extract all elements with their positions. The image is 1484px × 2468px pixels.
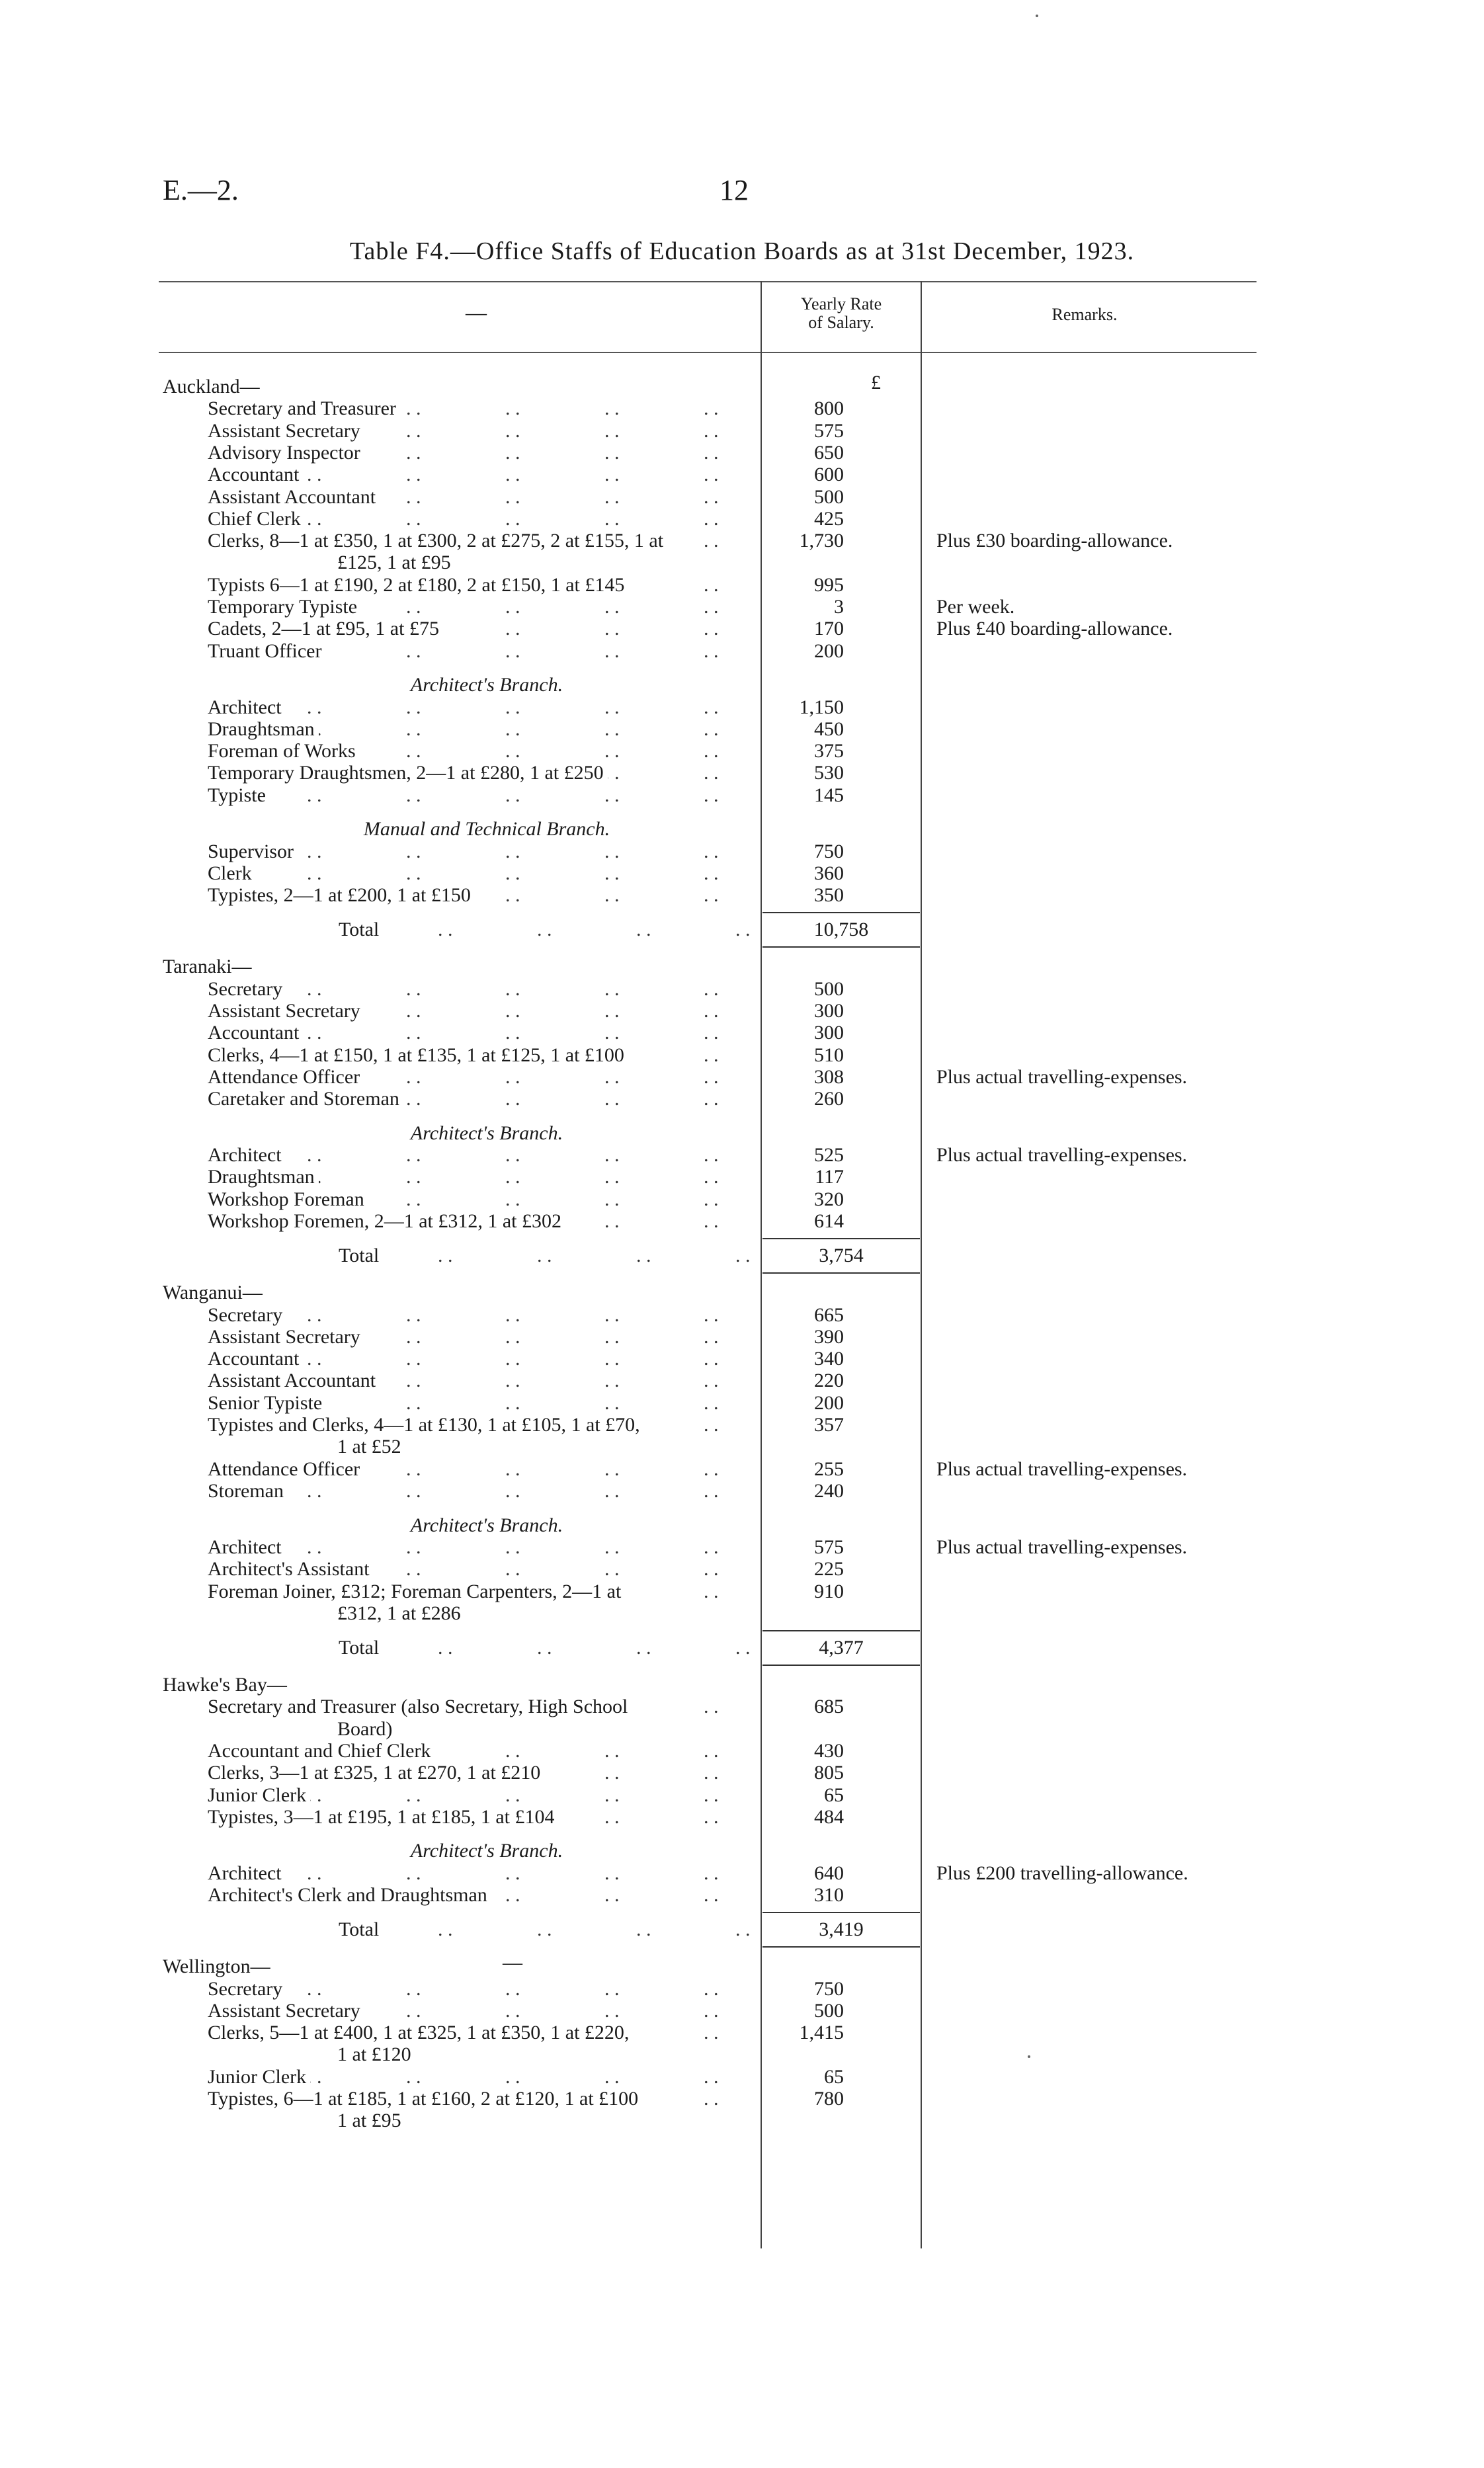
salary-value: 995: [814, 573, 844, 596]
total-row: [339, 1245, 753, 1266]
column-divider-left: [761, 281, 762, 2248]
table-row: [208, 574, 753, 596]
row-label: Foreman of Works: [208, 740, 360, 762]
row-label: Accountant: [208, 1022, 303, 1044]
row-label: Clerks, 4—1 at £150, 1 at £135, 1 at £125, 1 at £100: [208, 1044, 628, 1066]
row-label: Secretary: [208, 978, 286, 1000]
table-row: [208, 486, 753, 508]
salary-value: 1,150: [799, 696, 844, 718]
salary-value: 360: [814, 862, 844, 884]
table-row: [208, 978, 753, 1000]
salary-value: 1,415: [799, 2022, 844, 2044]
table-row: [208, 464, 753, 485]
table-title: Table F4.—Office Staffs of Education Boards as at 31st December, 1923.: [349, 237, 1135, 265]
row-label: Chief Clerk: [208, 508, 305, 530]
row-label: Secretary: [208, 1978, 286, 2000]
total-label: Total: [339, 1918, 383, 1940]
remark-text: Plus actual travelling-expenses.: [936, 1144, 1188, 1167]
salary-value: 240: [814, 1479, 844, 1502]
salary-value: 500: [814, 1999, 844, 2022]
table-row: [208, 696, 753, 718]
table-row: [208, 884, 753, 906]
salary-value: 340: [814, 1348, 844, 1370]
row-label: Temporary Draughtsmen, 2—1 at £280, 1 at £250: [208, 762, 608, 784]
table-row: [208, 1022, 753, 1044]
table-row: [208, 784, 753, 806]
salary-value: 510: [814, 1044, 844, 1066]
column-header-salary-line2: of Salary.: [808, 313, 874, 332]
table-row: [208, 841, 753, 862]
row-label: Advisory Inspector: [208, 442, 364, 464]
column-header-salary-line1: Yearly Rate: [800, 294, 882, 313]
row-label-continuation: 1 at £52: [337, 1436, 401, 1458]
row-label: Typiste: [208, 784, 270, 806]
salary-value: 800: [814, 397, 844, 420]
row-label: Typistes, 2—1 at £200, 1 at £150: [208, 884, 475, 906]
table-row: [208, 2022, 753, 2043]
table-row: [208, 1088, 753, 1110]
salary-value: 450: [814, 718, 844, 740]
table-row: [208, 1304, 753, 1326]
row-label: Temporary Typiste: [208, 596, 361, 618]
table-row: [208, 1480, 753, 1502]
row-label: Typistes, 3—1 at £195, 1 at £185, 1 at £104: [208, 1806, 559, 1828]
row-label: Assistant Secretary: [208, 1000, 364, 1022]
row-label: Attendance Officer: [208, 1458, 364, 1480]
salary-value: 430: [814, 1739, 844, 1762]
salary-value: 390: [814, 1325, 844, 1348]
table-row: [208, 1581, 753, 1602]
salary-value: 484: [814, 1805, 844, 1828]
board-name: Wanganui—: [163, 1282, 263, 1304]
salary-value: 260: [814, 1088, 844, 1110]
dot-leader: [339, 1637, 753, 1659]
salary-value: 170: [814, 618, 844, 640]
salary-value: 500: [814, 485, 844, 508]
row-label-continuation: 1 at £120: [337, 2043, 411, 2066]
salary-value: 300: [814, 1000, 844, 1022]
salary-value: 310: [814, 1884, 844, 1907]
row-label: Typistes, 6—1 at £185, 1 at £160, 2 at £120, 1 at £100: [208, 2088, 642, 2110]
table-row: [208, 1188, 753, 1210]
table-row: [208, 2066, 753, 2088]
row-label-continuation: £125, 1 at £95: [337, 552, 451, 574]
table-row: [208, 1348, 753, 1370]
table-row: [208, 508, 753, 530]
table-row: [208, 1370, 753, 1391]
salary-value: 3: [834, 596, 844, 618]
salary-value: 425: [814, 507, 844, 530]
table-row: [208, 596, 753, 618]
branch-heading: Architect's Branch.: [410, 674, 563, 696]
salary-value: 640: [814, 1862, 844, 1884]
salary-value: 200: [814, 1391, 844, 1414]
row-label-continuation: 1 at £95: [337, 2110, 401, 2132]
table-row: [208, 2000, 753, 2022]
salary-value: 805: [814, 1762, 844, 1784]
salary-value: 225: [814, 1558, 844, 1581]
table-row: [208, 1044, 753, 1066]
dot-leader: [208, 978, 753, 1000]
salary-value: 357: [814, 1414, 844, 1436]
table-row: [208, 740, 753, 762]
row-label: Architect's Clerk and Draughtsman: [208, 1884, 491, 1906]
dot-leader: [208, 784, 753, 806]
dot-leader: [339, 1245, 753, 1266]
table-row: [208, 1414, 753, 1436]
row-label: Senior Typiste: [208, 1392, 326, 1414]
table-row: [208, 1978, 753, 2000]
board-dash: —: [503, 1952, 522, 1974]
salary-value: 220: [814, 1370, 844, 1392]
column-header-remarks: Remarks.: [1051, 305, 1118, 324]
dot-leader: [208, 1862, 753, 1884]
table-row: [208, 1066, 753, 1088]
dot-leader: [208, 1144, 753, 1166]
table-row: [208, 640, 753, 662]
table-row: [208, 1762, 753, 1784]
total-value: 3,754: [763, 1238, 920, 1274]
table-row: [208, 862, 753, 884]
salary-value: 200: [814, 639, 844, 662]
table-top-rule: [159, 281, 1257, 282]
row-label: Assistant Accountant: [208, 1370, 380, 1391]
table-row: [208, 1326, 753, 1348]
row-label: Clerks, 8—1 at £350, 1 at £300, 2 at £275, 2 at £155, 1 at: [208, 530, 667, 552]
row-label: Accountant: [208, 464, 303, 485]
table-row: [208, 397, 753, 419]
row-label: Clerks, 5—1 at £400, 1 at £325, 1 at £350, 1 at £220,: [208, 2022, 633, 2043]
salary-value: 525: [814, 1144, 844, 1167]
salary-value: 1,730: [799, 530, 844, 552]
salary-value: 320: [814, 1188, 844, 1210]
total-value: 4,377: [763, 1630, 920, 1666]
row-label: Cadets, 2—1 at £95, 1 at £75: [208, 618, 443, 639]
row-label: Draughtsman: [208, 718, 319, 740]
row-label: Accountant: [208, 1348, 303, 1370]
total-row: [339, 1637, 753, 1659]
table-row: [208, 1458, 753, 1480]
total-row: [339, 919, 753, 940]
row-label: Architect: [208, 1536, 286, 1558]
row-label: Secretary and Treasurer (also Secretary, High School: [208, 1696, 632, 1717]
table-row: [208, 1536, 753, 1558]
table-row: [208, 2088, 753, 2110]
document-code: E.—2.: [163, 174, 239, 206]
total-label: Total: [339, 1637, 383, 1659]
table-row: [208, 1862, 753, 1884]
total-value: 10,758: [763, 912, 920, 948]
table-header-rule: [159, 352, 1257, 353]
row-label: Workshop Foremen, 2—1 at £312, 1 at £302: [208, 1210, 565, 1232]
remark-text: Plus £30 boarding-allowance.: [936, 530, 1173, 552]
table-row: [208, 618, 753, 639]
salary-value: 614: [814, 1210, 844, 1233]
board-name: Taranaki—: [163, 956, 252, 978]
salary-value: 375: [814, 740, 844, 762]
row-label: Foreman Joiner, £312; Foreman Carpenters, 2—1 at: [208, 1581, 625, 1602]
dot-leader: [339, 919, 753, 940]
table-row: [208, 442, 753, 464]
board-name: Wellington—: [163, 1955, 270, 1978]
salary-value: 65: [824, 1784, 844, 1806]
total-value: 3,419: [763, 1912, 920, 1948]
remark-text: Plus actual travelling-expenses.: [936, 1065, 1188, 1088]
salary-value: 300: [814, 1022, 844, 1044]
column-header-description: —: [466, 300, 487, 324]
dot-leader: [208, 696, 753, 718]
salary-value: 65: [824, 2065, 844, 2088]
table-row: [208, 1806, 753, 1828]
total-label: Total: [339, 919, 383, 940]
row-label: Architect's Assistant: [208, 1558, 374, 1580]
row-label: Attendance Officer: [208, 1066, 364, 1088]
row-label-continuation: £312, 1 at £286: [337, 1602, 461, 1624]
currency-symbol: £: [871, 372, 881, 393]
column-divider-right: [921, 281, 922, 2248]
dot-leader: [208, 1304, 753, 1326]
row-label: Caretaker and Storeman: [208, 1088, 403, 1110]
board-name: Hawke's Bay—: [163, 1674, 287, 1696]
table-row: [208, 1696, 753, 1717]
remark-text: Plus actual travelling-expenses.: [936, 1458, 1188, 1480]
salary-value: 308: [814, 1065, 844, 1088]
salary-value: 255: [814, 1458, 844, 1480]
table-row: [208, 1166, 753, 1188]
page-speck: [1036, 15, 1038, 17]
salary-value: 910: [814, 1580, 844, 1602]
table-row: [208, 1558, 753, 1580]
board-name: Auckland—: [163, 376, 260, 397]
salary-value: 780: [814, 2088, 844, 2110]
remark-text: Plus £200 travelling-allowance.: [936, 1862, 1188, 1884]
salary-value: 750: [814, 840, 844, 862]
row-label: Assistant Secretary: [208, 1326, 364, 1348]
branch-heading: Architect's Branch.: [410, 1122, 563, 1144]
remark-text: Plus £40 boarding-allowance.: [936, 618, 1173, 640]
dot-leader: [208, 1480, 753, 1502]
salary-value: 575: [814, 419, 844, 442]
salary-value: 750: [814, 1977, 844, 2000]
row-label: Assistant Secretary: [208, 2000, 364, 2022]
row-label: Junior Clerk: [208, 2066, 310, 2088]
page-speck: [1028, 2055, 1030, 2058]
row-label: Draughtsman: [208, 1166, 319, 1188]
column-header-salary: [762, 295, 921, 332]
row-label: Clerks, 3—1 at £325, 1 at £270, 1 at £210: [208, 1762, 544, 1784]
row-label: Assistant Accountant: [208, 486, 380, 508]
row-label: Typistes and Clerks, 4—1 at £130, 1 at £105, 1 at £70,: [208, 1414, 644, 1436]
row-label: Secretary: [208, 1304, 286, 1326]
salary-value: 117: [815, 1166, 844, 1188]
table-row: [208, 420, 753, 442]
table-row: [208, 1000, 753, 1022]
row-label: Architect: [208, 696, 286, 718]
salary-value: 145: [814, 784, 844, 806]
table-row: [208, 1210, 753, 1232]
table-row: [208, 762, 753, 784]
salary-value: 685: [814, 1696, 844, 1718]
salary-value: 575: [814, 1536, 844, 1558]
table-row: [208, 1144, 753, 1166]
row-label: Storeman: [208, 1480, 288, 1502]
row-label: Assistant Secretary: [208, 420, 364, 442]
dot-leader: [208, 862, 753, 884]
row-label: Typists 6—1 at £190, 2 at £180, 2 at £150, 1 at £145: [208, 574, 628, 596]
total-row: [339, 1918, 753, 1940]
table-row: [208, 1392, 753, 1414]
row-label: Truant Officer: [208, 640, 325, 662]
row-label: Architect: [208, 1862, 286, 1884]
salary-value: 350: [814, 884, 844, 907]
table-row: [208, 1884, 753, 1906]
dot-leader: [208, 1978, 753, 2000]
branch-heading: Architect's Branch.: [410, 1514, 563, 1536]
table-row: [208, 1784, 753, 1806]
row-label-continuation: Board): [337, 1717, 393, 1740]
salary-value: 650: [814, 441, 844, 464]
salary-value: 500: [814, 977, 844, 1000]
row-label: Clerk: [208, 862, 256, 884]
table-row: [208, 1740, 753, 1762]
table-row: [208, 718, 753, 740]
salary-value: 530: [814, 762, 844, 784]
total-label: Total: [339, 1245, 383, 1266]
salary-value: 665: [814, 1303, 844, 1326]
row-label: Workshop Foreman: [208, 1188, 368, 1210]
dot-leader: [208, 1536, 753, 1558]
row-label: Secretary and Treasurer: [208, 397, 400, 419]
row-label: Accountant and Chief Clerk: [208, 1740, 434, 1762]
dot-leader: [339, 1918, 753, 1940]
branch-heading: Architect's Branch.: [410, 1840, 563, 1862]
row-label: Supervisor: [208, 841, 298, 862]
remark-text: Plus actual travelling-expenses.: [936, 1536, 1188, 1558]
remark-text: Per week.: [936, 596, 1015, 618]
row-label: Architect: [208, 1144, 286, 1166]
salary-value: 600: [814, 464, 844, 486]
table-row: [208, 530, 753, 552]
page-number: 12: [720, 174, 749, 206]
row-label: Junior Clerk: [208, 1784, 310, 1806]
branch-heading: Manual and Technical Branch.: [363, 818, 610, 841]
